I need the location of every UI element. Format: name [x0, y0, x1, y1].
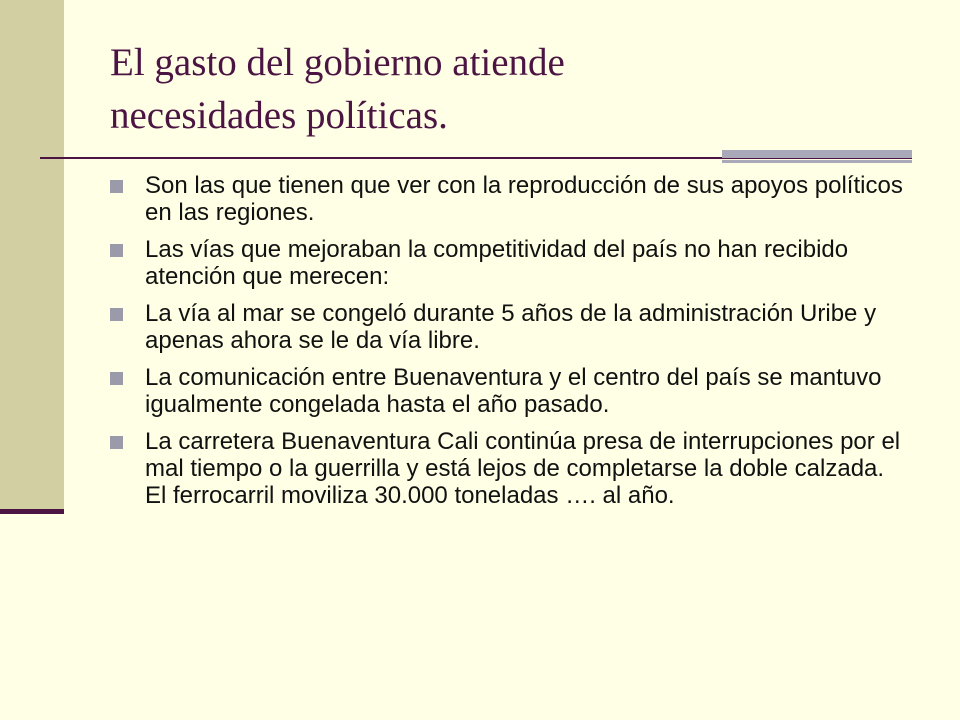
bullet-text: Son las que tienen que ver con la reproducción de sus apoyos políticos en las regiones.	[145, 172, 903, 226]
bullet-text: Las vías que mejoraban la competitividad del país no han recibido atención que merecen:	[145, 236, 849, 290]
square-bullet-icon	[110, 308, 123, 321]
square-bullet-icon	[110, 244, 123, 257]
square-bullet-icon	[110, 372, 123, 385]
title-accent-bar	[722, 150, 912, 158]
square-bullet-icon	[110, 436, 123, 449]
title-accent-bar-thin	[722, 160, 912, 163]
bullet-text: La vía al mar se congeló durante 5 años de la administración Uribe y apenas ahora se le da vía libre.	[145, 300, 877, 354]
slide-title: El gasto del gobierno atiende necesidades políticas.	[110, 41, 565, 137]
bullet-item	[110, 428, 910, 509]
bullet-text: La comunicación entre Buenaventura y el centro del país se mantuvo igualmente congelada hasta el año pasado.	[145, 364, 882, 418]
bullet-item	[110, 300, 910, 354]
bullet-item	[110, 172, 910, 226]
bullet-item	[110, 364, 910, 418]
bullet-item	[110, 236, 910, 290]
bullet-text: La carretera Buenaventura Cali continúa presa de interrupciones por el mal tiempo o la guerrilla y está lejos de completarse la doble calzada. El ferrocarril moviliza 30.000 toneladas …. al año.	[145, 428, 901, 509]
bullet-list	[110, 172, 910, 519]
left-decorative-rule	[0, 509, 64, 514]
square-bullet-icon	[110, 180, 123, 193]
left-decorative-band	[0, 0, 64, 512]
